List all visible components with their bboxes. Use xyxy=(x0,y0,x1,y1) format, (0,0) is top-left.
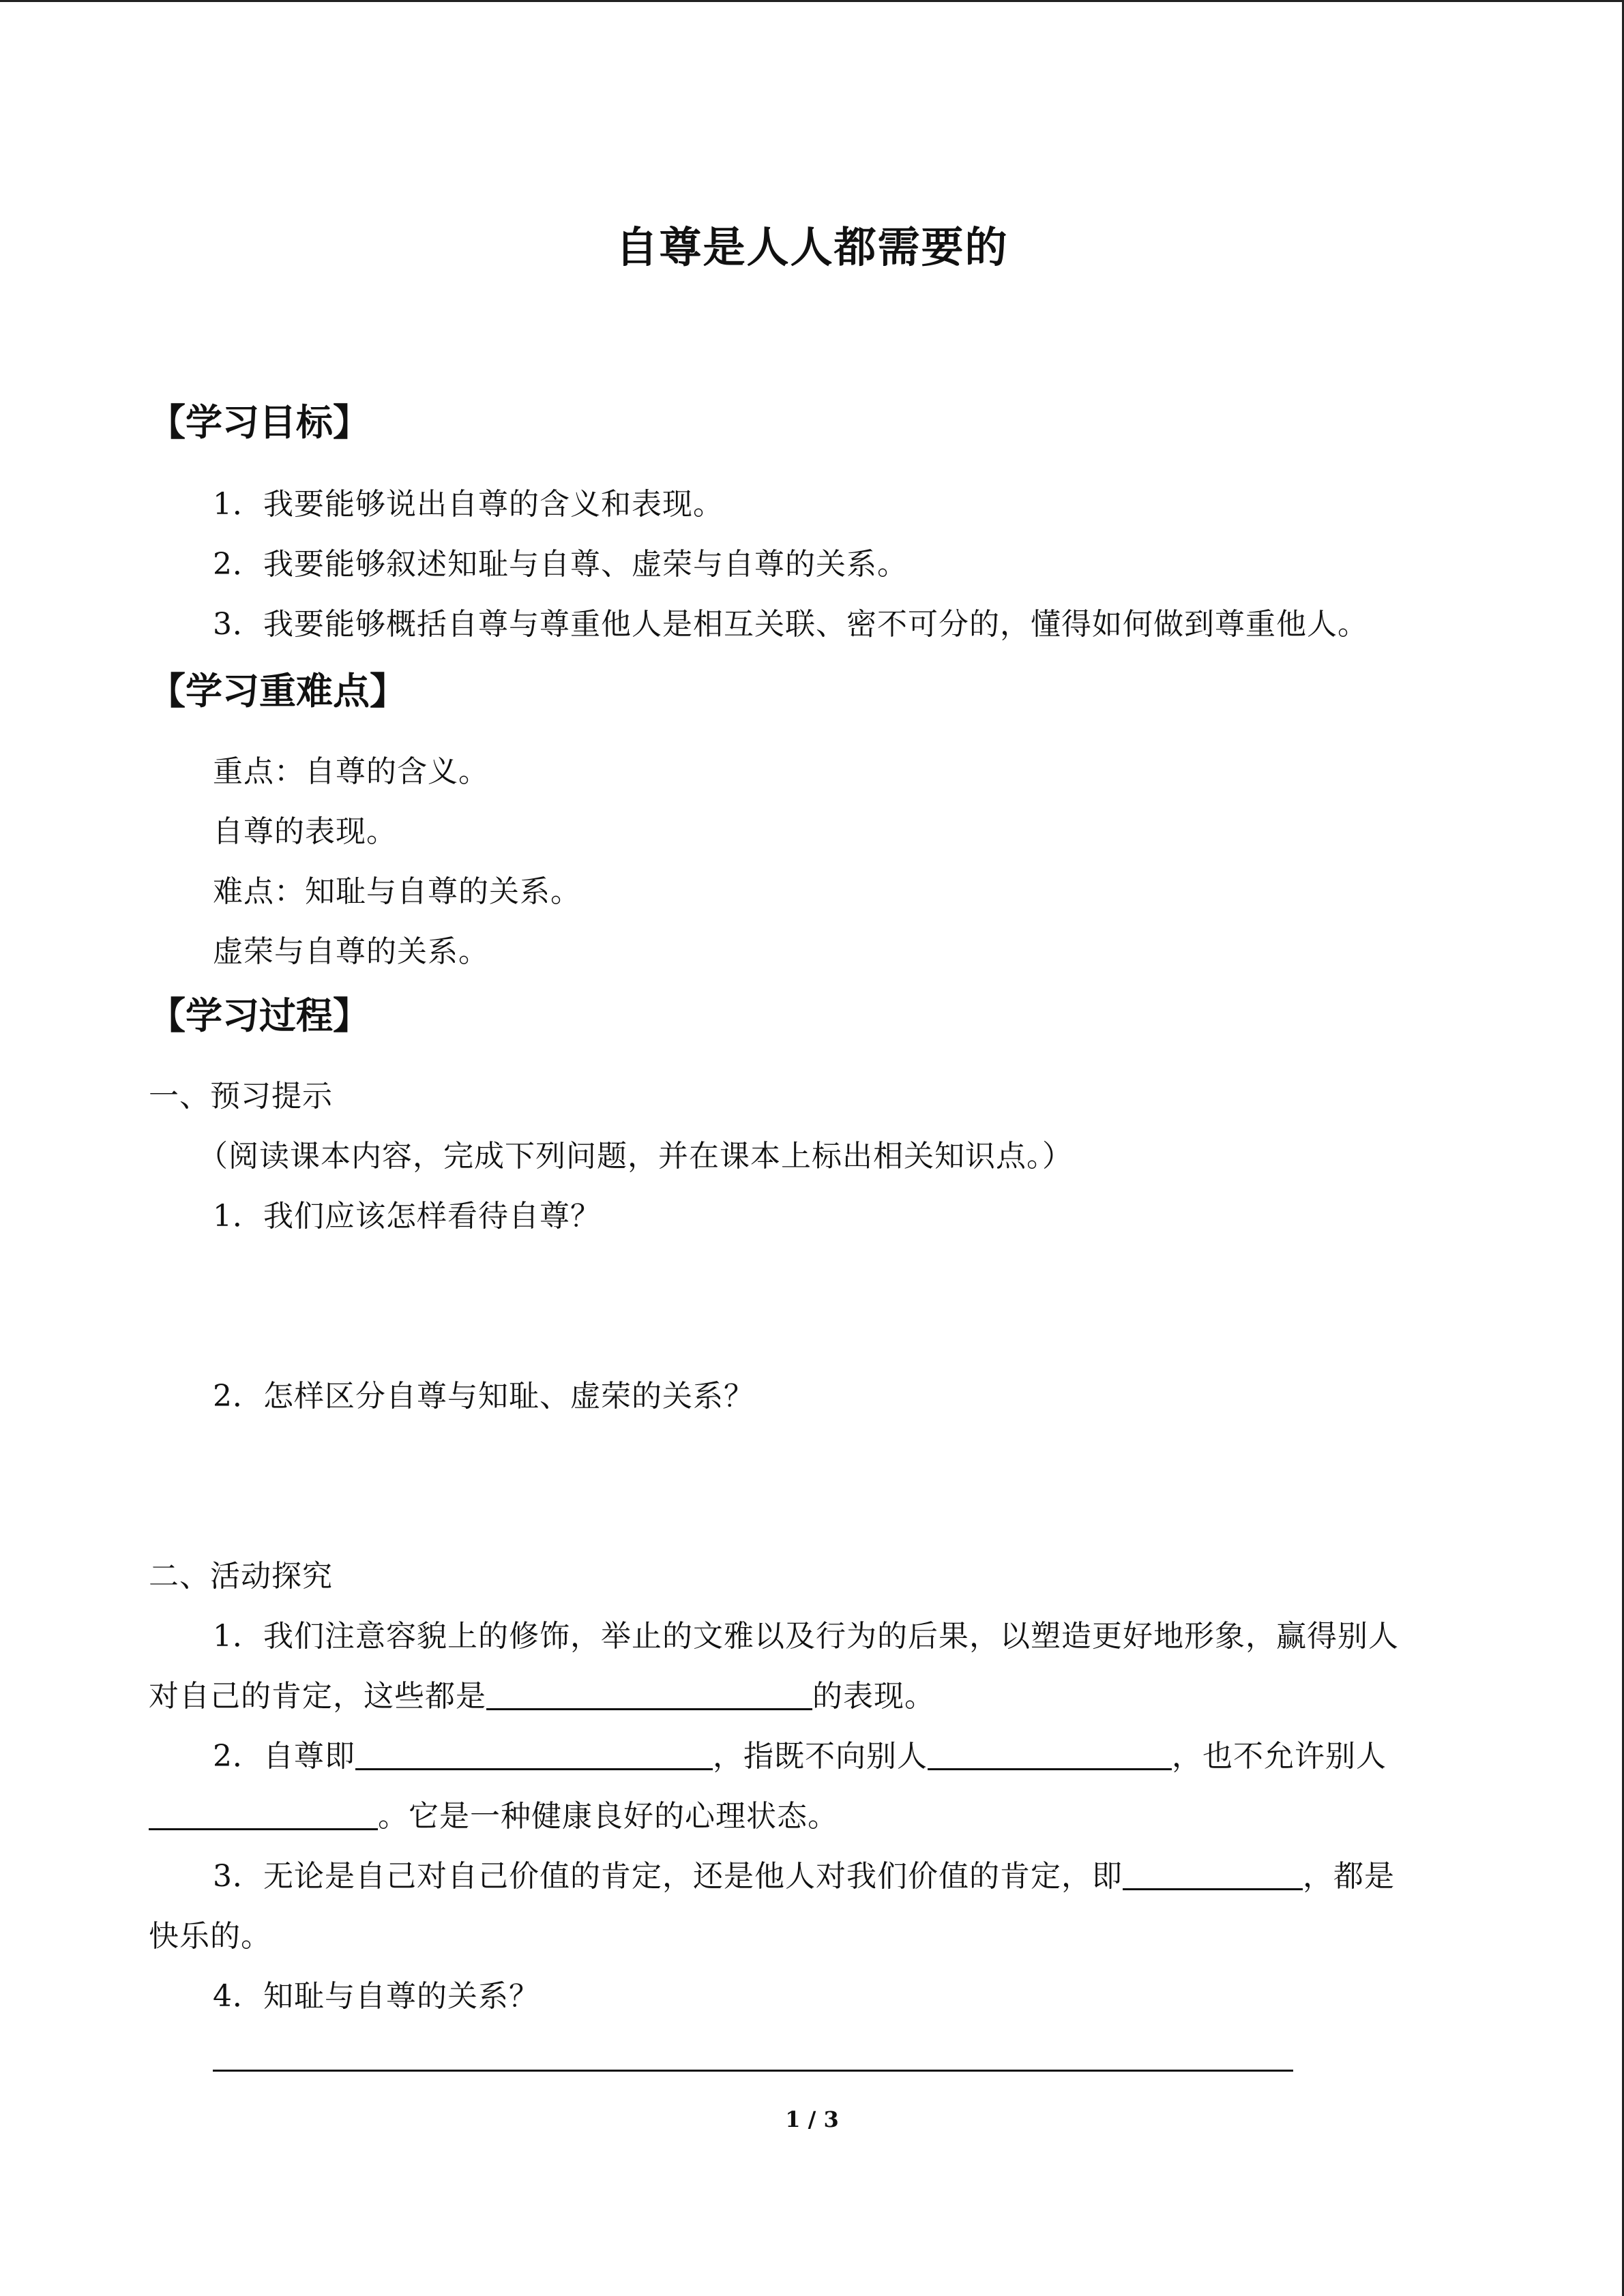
preview-instruction: （阅读课本内容，完成下列问题，并在课本上标出相关知识点。） xyxy=(198,1139,1073,1174)
activity-q2-text-b: ，指既不向别人 xyxy=(713,1739,928,1774)
activity-q1-text-b: 的表现。 xyxy=(812,1679,935,1714)
footer-divider xyxy=(213,2070,1293,2072)
page-title: 自尊是人人都需要的 xyxy=(615,222,1009,272)
activity-q1-text-a: 对自己的肯定，这些都是 xyxy=(149,1679,486,1714)
answer-blank-3[interactable] xyxy=(928,1741,1172,1770)
answer-blank-1[interactable] xyxy=(486,1681,812,1710)
activity-title: 二、活动探究 xyxy=(149,1559,333,1594)
page-number: 1 / 3 xyxy=(785,2106,839,2132)
activity-q3-text-b: ，都是 xyxy=(1303,1859,1395,1894)
key-point-item-1: 重点：自尊的含义。 xyxy=(213,754,489,789)
activity-q2-line2 xyxy=(149,1791,838,1835)
section-heading-key-points: 【学习重难点】 xyxy=(149,670,407,713)
section-heading-objectives: 【学习目标】 xyxy=(149,401,370,444)
activity-q2-text-c: ，也不允许别人 xyxy=(1172,1739,1387,1774)
activity-q2-text-d: 。它是一种健康良好的心理状态。 xyxy=(378,1799,838,1834)
key-point-item-2: 自尊的表现。 xyxy=(213,814,397,849)
answer-blank-4[interactable] xyxy=(149,1801,378,1830)
activity-q2-line1 xyxy=(213,1731,1387,1775)
preview-title: 一、预习提示 xyxy=(149,1079,333,1114)
activity-question-4: 4．知耻与自尊的关系？ xyxy=(213,1979,540,2014)
key-point-item-3: 难点：知耻与自尊的关系。 xyxy=(213,874,581,909)
section-heading-process: 【学习过程】 xyxy=(149,994,370,1037)
activity-q2-text-a: 2．自尊即 xyxy=(213,1739,355,1774)
objective-item-2: 2．我要能够叙述知耻与自尊、虚荣与自尊的关系。 xyxy=(213,547,908,582)
answer-blank-5[interactable] xyxy=(1123,1861,1303,1890)
key-point-item-4: 虚荣与自尊的关系。 xyxy=(213,934,489,969)
preview-question-2: 2．怎样区分自尊与知耻、虚荣的关系？ xyxy=(213,1379,754,1414)
objective-item-3: 3．我要能够概括自尊与尊重他人是相互关联、密不可分的，懂得如何做到尊重他人。 xyxy=(213,607,1368,642)
activity-q1-line1: 1．我们注意容貌上的修饰，举止的文雅以及行为的后果，以塑造更好地形象，赢得别人 xyxy=(213,1619,1399,1654)
activity-q3-line1 xyxy=(213,1851,1395,1895)
objective-item-1: 1．我要能够说出自尊的含义和表现。 xyxy=(213,487,724,522)
activity-q1-line2 xyxy=(149,1671,935,1715)
activity-q3-line2: 快乐的。 xyxy=(149,1919,271,1954)
preview-question-1: 1．我们应该怎样看待自尊？ xyxy=(213,1199,601,1234)
activity-q3-text-a: 3．无论是自己对自己价值的肯定，还是他人对我们价值的肯定，即 xyxy=(213,1859,1123,1894)
answer-blank-2[interactable] xyxy=(355,1741,713,1770)
